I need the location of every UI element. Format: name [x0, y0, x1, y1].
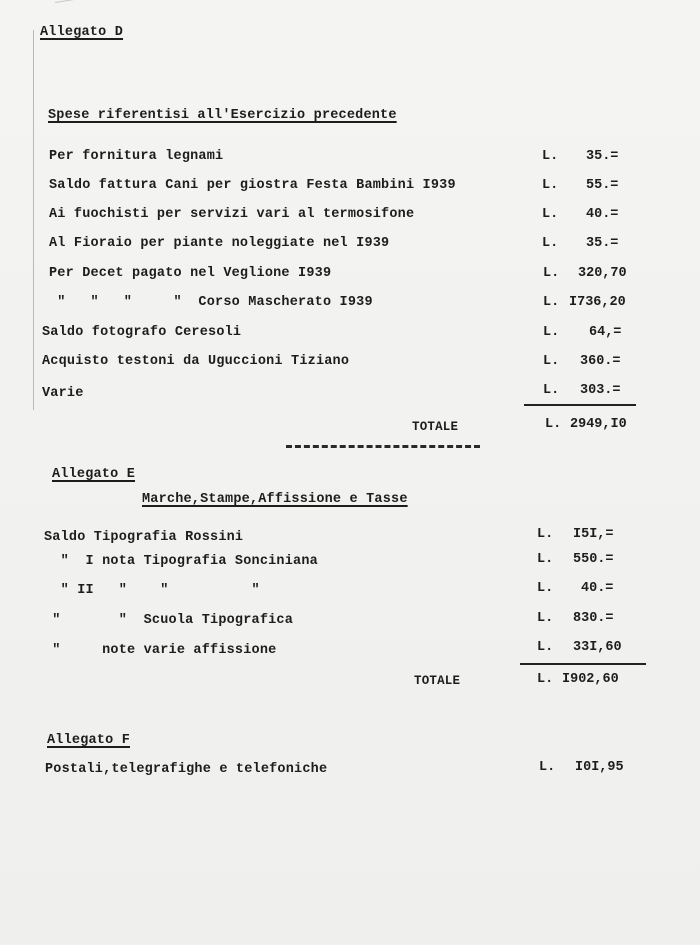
d-item-desc: Per Decet pagato nel Veglione I939	[49, 266, 332, 281]
e-item-desc: Saldo Tipografia Rossini	[44, 530, 244, 545]
e-item-amount: 550.=	[573, 552, 614, 567]
d-item-amount: 360.=	[580, 354, 621, 369]
section-separator	[286, 445, 480, 451]
allegato-e-heading: Marche,Stampe,Affissione e Tasse	[142, 492, 408, 507]
e-item-currency: L.	[537, 581, 554, 596]
d-item-amount: 40.=	[586, 207, 619, 222]
e-item-currency: L.	[537, 527, 554, 542]
allegato-f-title: Allegato F	[47, 733, 131, 748]
d-total-amount: 2949,I0	[570, 417, 627, 432]
d-item-desc: Ai fuochisti per servizi vari al termosifone	[49, 207, 415, 222]
allegato-e-title: Allegato E	[52, 467, 136, 482]
d-item-currency: L.	[543, 383, 560, 398]
d-item-currency: L.	[543, 295, 560, 310]
d-item-currency: L.	[542, 149, 559, 164]
d-total-rule	[524, 404, 636, 406]
allegato-d-title: Allegato D	[40, 25, 124, 40]
d-item-amount: 320,70	[578, 266, 627, 281]
e-item-desc: " note varie affissione	[44, 643, 277, 658]
d-total-currency: L.	[545, 417, 562, 432]
d-item-desc: Per fornitura legnami	[49, 149, 224, 164]
e-item-desc: " " Scuola Tipografica	[44, 613, 294, 628]
e-item-desc: " II " " "	[44, 583, 260, 598]
d-item-amount: 64,=	[589, 325, 622, 340]
d-item-currency: L.	[543, 354, 560, 369]
e-item-currency: L.	[537, 552, 554, 567]
d-item-desc: Acquisto testoni da Uguccioni Tiziano	[42, 354, 350, 369]
paper-fold-mark	[55, 0, 164, 3]
e-item-currency: L.	[537, 611, 554, 626]
d-item-amount: I736,20	[569, 295, 626, 310]
f-item-desc: Postali,telegrafighe e telefoniche	[45, 762, 328, 777]
e-item-amount: 830.=	[573, 611, 614, 626]
d-item-desc: Al Fioraio per piante noleggiate nel I939	[49, 236, 390, 251]
d-total-label: TOTALE	[412, 420, 459, 434]
d-item-desc: Varie	[42, 386, 84, 401]
d-item-amount: 35.=	[586, 236, 619, 251]
d-item-amount: 55.=	[586, 178, 619, 193]
f-item-amount: I0I,95	[575, 760, 624, 775]
e-item-amount: I5I,=	[573, 527, 614, 542]
e-item-currency: L.	[537, 640, 554, 655]
e-total-currency: L.	[537, 672, 554, 687]
d-item-desc: " " " " Corso Mascherato I939	[49, 295, 373, 310]
e-total-label: TOTALE	[414, 674, 461, 688]
margin-line	[33, 30, 34, 410]
allegato-d-heading: Spese riferentisi all'Esercizio precedente	[48, 108, 397, 123]
e-item-amount: 40.=	[581, 581, 614, 596]
d-item-amount: 303.=	[580, 383, 621, 398]
d-item-currency: L.	[542, 178, 559, 193]
d-item-currency: L.	[542, 236, 559, 251]
e-total-rule	[520, 663, 646, 665]
f-item-currency: L.	[539, 760, 556, 775]
d-item-amount: 35.=	[586, 149, 619, 164]
e-total-amount: I902,60	[562, 672, 619, 687]
d-item-currency: L.	[543, 325, 560, 340]
e-item-desc: " I nota Tipografia Sonciniana	[44, 554, 318, 569]
d-item-desc: Saldo fattura Cani per giostra Festa Bambini I939	[49, 178, 456, 193]
d-item-currency: L.	[542, 207, 559, 222]
d-item-currency: L.	[543, 266, 560, 281]
e-item-amount: 33I,60	[573, 640, 622, 655]
d-item-desc: Saldo fotografo Ceresoli	[42, 325, 242, 340]
